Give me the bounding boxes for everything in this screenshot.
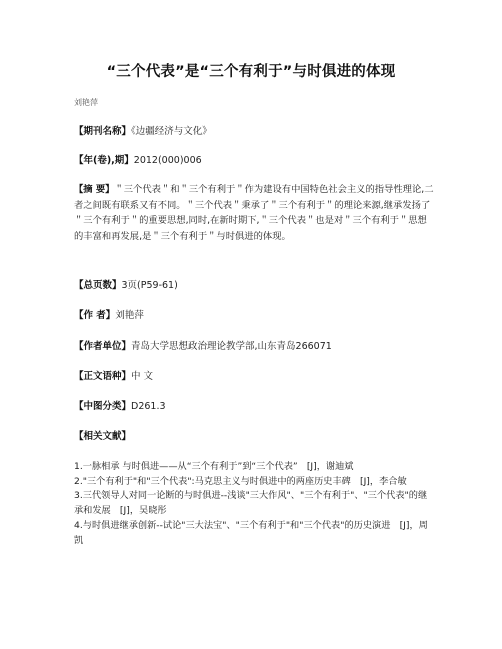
language-label: 【正文语种】	[74, 371, 132, 382]
issue-field	[74, 153, 434, 168]
related-label: 【相关文献】	[74, 431, 132, 442]
journal-field	[74, 124, 434, 139]
reference-item[interactable]: 4.与时俱进继承创新--试论"三大法宝"、"三个有利于"和"三个代表"的历史演进 [J]，周凯	[74, 519, 428, 546]
reference-list	[74, 460, 434, 548]
pages-field	[74, 278, 434, 293]
affiliation-label: 【作者单位】	[74, 341, 132, 352]
classification-label: 【中图分类】	[74, 401, 132, 412]
classification-field	[74, 399, 434, 414]
reference-item[interactable]: 3.三代领导人对同一论断的与时俱进--浅谈"三大作风"、"三个有利于"、"三个代表"的继承和发展 [J]，吴晓彤	[74, 490, 428, 517]
language-field	[74, 369, 434, 384]
authors-field	[74, 308, 434, 323]
pages-value: 3页(P59-61)	[121, 280, 178, 291]
affiliation-field	[74, 339, 434, 354]
authors-value: 刘艳萍	[115, 310, 144, 321]
related-heading	[74, 429, 434, 444]
abstract-text: ＂三个代表＂和＂三个有利于＂作为建设有中国特色社会主义的指导性理论,二者之间既有联系又有不同。＂三个代表＂秉承了＂三个有利于＂的理论来源,继承发扬了＂三个有利于＂的重要思想,同时,在新时期下,＂三个代表＂也是对＂三个有利于＂思想的丰富和再发展,是＂三个有利于＂与时俱进的体现。	[74, 184, 434, 242]
reference-item[interactable]: 1.一脉相承 与时俱进——从“三个有利于”到“三个代表” [J]，谢迪斌	[74, 461, 354, 472]
reference-item[interactable]: 2."三个有利于"和"三个代表":马克思主义与时俱进中的两座历史丰碑 [J]，李合敏	[74, 475, 407, 487]
pages-label: 【总页数】	[74, 280, 122, 291]
affiliation-value: 青岛大学思想政治理论教学部,山东青岛266071	[131, 341, 332, 352]
abstract-label: 【摘 要】	[74, 184, 115, 195]
authors-label: 【作 者】	[74, 310, 116, 321]
issue-label: 【年(卷),期】	[74, 155, 134, 166]
classification-value: D261.3	[131, 401, 166, 412]
language-value: 中 文	[131, 371, 154, 382]
journal-value: 《边疆经济与文化》	[131, 126, 212, 137]
journal-label: 【期刊名称】	[74, 126, 132, 137]
document-title: “三个代表”是“三个有利于”与时俱进的体现	[106, 64, 396, 80]
issue-value: 2012(000)006	[133, 155, 202, 166]
abstract-field	[74, 182, 434, 244]
byline: 刘艳萍	[74, 98, 98, 107]
